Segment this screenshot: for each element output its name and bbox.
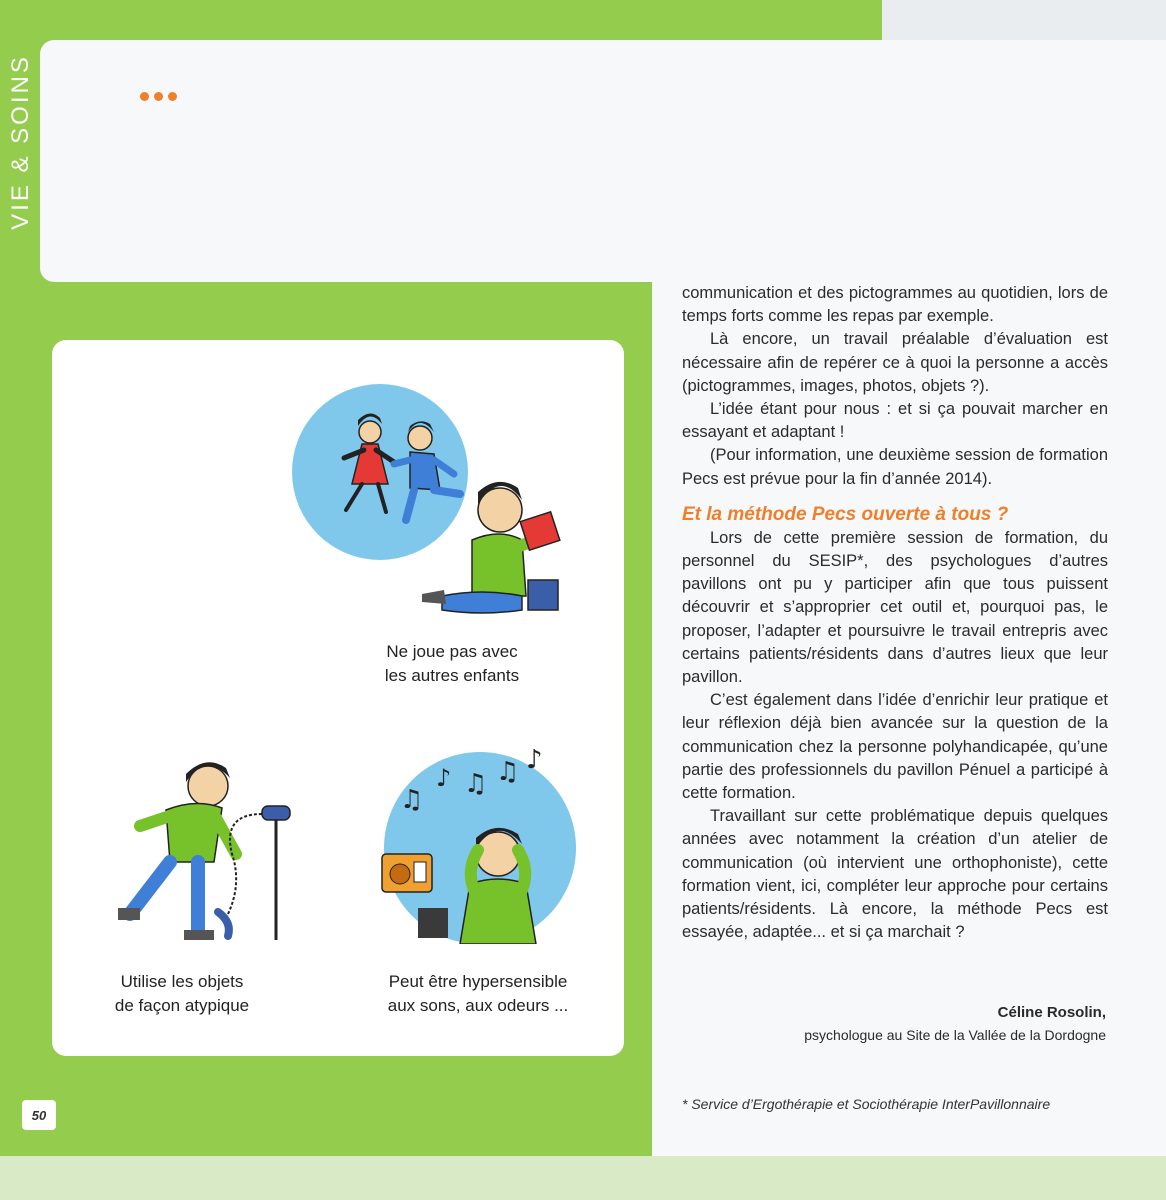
caption-2 <box>82 970 282 1018</box>
paragraph: Lors de cette première session de formation, du personnel du SESIP*, des psychologues d’autres pavillons ont pu y participer afin que tous puissent découvrir et s’approprier cet outil et, pourquoi pas, le proposer, l’adapter et poursuivre le travail entrepris avec certains patients/résidents dans d’autres lieux que leur pavillon. <box>682 528 1108 687</box>
footnote: * Service d’Ergothérapie et Sociothérapie InterPavillonnaire <box>682 1096 1051 1112</box>
bottom-strip <box>0 1156 1166 1200</box>
svg-text:♪: ♪ <box>436 764 452 792</box>
caption-2-line-2: de façon atypique <box>114 996 250 1015</box>
paragraph: L’idée étant pour nous : et si ça pouvait marcher en essayant et adaptant ! <box>682 400 1108 442</box>
paragraph: C’est également dans l’idée d’enrichir leur pratique et leur réflexion déjà bien avancée sur la question de la communication chez la personne polyhandicapée, qu’une partie des professionnels du pavillon Pénuel a participé à cette formation. <box>682 691 1108 803</box>
caption-1-line-1: Ne joue pas avec <box>386 642 518 661</box>
section-title-text: VIE & SOINS <box>7 54 34 230</box>
section-heading: Et la méthode Pecs ouverte à tous ? <box>682 503 1009 525</box>
decorative-dots <box>140 92 177 101</box>
top-panel <box>40 40 1166 282</box>
caption-1-line-2: les autres enfants <box>384 666 520 685</box>
child-playing-alone-illustration <box>292 380 592 625</box>
caption-1 <box>352 640 552 688</box>
green-top-band <box>0 0 882 40</box>
hypersensitive-child-illustration <box>378 744 588 944</box>
paragraph: communication et des pictogrammes au quotidien, lors de temps forts comme les repas par exemple. <box>682 284 1108 326</box>
child-with-telephone-illustration <box>66 756 306 946</box>
signature <box>700 1002 1106 1046</box>
caption-3-line-2: aux sons, aux odeurs ... <box>387 996 569 1015</box>
author-role: psychologue au Site de la Vallée de la Dordogne <box>804 1027 1106 1043</box>
svg-text:♫: ♫ <box>496 757 520 787</box>
svg-text:♫: ♫ <box>464 769 488 799</box>
paragraph: Là encore, un travail préalable d’évaluation est nécessaire afin de repérer ce à quoi la personne a accès (pictogrammes, images, photos, objets ?). <box>682 330 1108 395</box>
section-title <box>6 42 36 242</box>
svg-text:♪: ♪ <box>526 745 543 775</box>
caption-3 <box>368 970 588 1018</box>
article-body <box>682 282 1108 944</box>
svg-text:♫: ♫ <box>400 785 424 815</box>
illustration-card <box>52 340 624 1056</box>
page-number: 50 <box>22 1100 56 1130</box>
author-name: Céline Rosolin, <box>997 1004 1106 1021</box>
caption-2-line-1: Utilise les objets <box>120 972 244 991</box>
paragraph: Travaillant sur cette problématique depuis quelques années avec notamment la création d’un atelier de communication (où intervient une orthophoniste), cette formation vient, ici, compléter leur approche pour certains patients/résidents. Là encore, la méthode Pecs est essayée, adaptée... et si ça marchait ? <box>682 807 1108 942</box>
paragraph: (Pour information, une deuxième session de formation Pecs est prévue pour la fin d’année 2014). <box>682 446 1108 488</box>
caption-3-line-1: Peut être hypersensible <box>388 972 568 991</box>
